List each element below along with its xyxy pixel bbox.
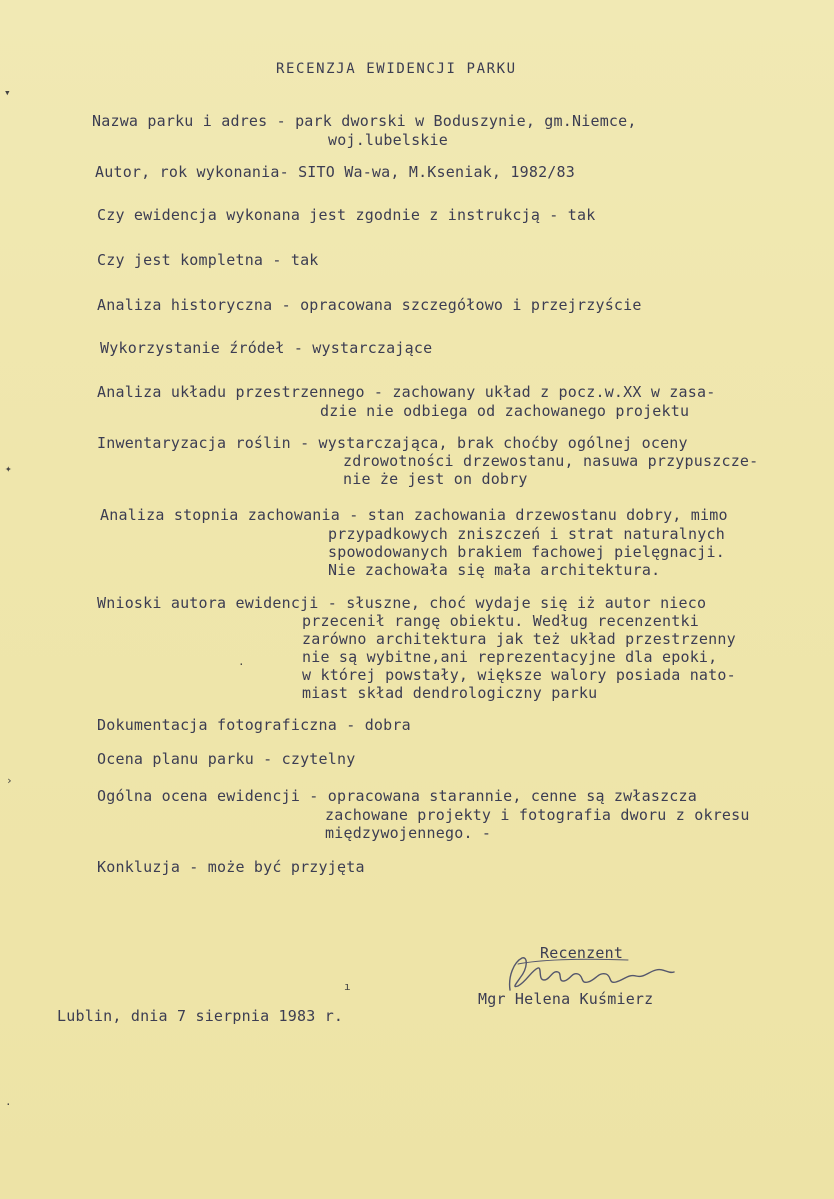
text-line: Wykorzystanie źródeł - wystarczające [100, 339, 433, 357]
text-line: zarówno architektura jak też układ przestrzenny [302, 630, 736, 648]
text-line: Dokumentacja fotograficzna - dobra [97, 716, 411, 734]
text-line: Nie zachowała się mała architektura. [328, 561, 661, 579]
text-line: Ocena planu parku - czytelny [97, 750, 356, 768]
text-line: Czy jest kompletna - tak [97, 251, 319, 269]
stray-mark: · [238, 658, 245, 671]
text-line: dzie nie odbiega od zachowanego projektu [320, 402, 690, 420]
text-line: miast skład dendrologiczny parku [302, 684, 598, 702]
stray-mark: ı [344, 980, 351, 993]
text-line: w której powstały, większe walory posiada nato- [302, 666, 736, 684]
text-line: przypadkowych zniszczeń i strat naturalnych [328, 525, 725, 543]
text-line: nie że jest on dobry [343, 470, 528, 488]
reviewer-label: Recenzent [540, 944, 624, 962]
text-line: Analiza układu przestrzennego - zachowany układ z pocz.w.XX w zasa- [97, 383, 716, 401]
text-line: woj.lubelskie [328, 131, 448, 149]
text-line: Konkluzja - może być przyjęta [97, 858, 365, 876]
margin-mark: ▾ [4, 86, 11, 99]
text-line: Wnioski autora ewidencji - słuszne, choć wydaje się iż autor nieco [97, 594, 707, 612]
text-line: Analiza stopnia zachowania - stan zachowania drzewostanu dobry, mimo [100, 506, 728, 524]
text-line: Autor, rok wykonania- SITO Wa-wa, M.Kseniak, 1982/83 [95, 163, 575, 181]
place-date: Lublin, dnia 7 sierpnia 1983 r. [57, 1007, 344, 1025]
text-line: nie są wybitne,ani reprezentacyjne dla epoki, [302, 648, 718, 666]
margin-mark: › [6, 774, 13, 787]
text-line: Inwentaryzacja roślin - wystarczająca, brak choćby ogólnej oceny [97, 434, 688, 452]
text-line: Ogólna ocena ewidencji - opracowana starannie, cenne są zwłaszcza [97, 787, 697, 805]
text-line: Analiza historyczna - opracowana szczegółowo i przejrzyście [97, 296, 642, 314]
document-title: RECENZJA EWIDENCJI PARKU [276, 61, 517, 77]
margin-mark: ✦ [5, 462, 12, 475]
reviewer-name: Mgr Helena Kuśmierz [478, 990, 654, 1008]
text-line: Czy ewidencja wykonana jest zgodnie z instrukcją - tak [97, 206, 596, 224]
text-line: zdrowotności drzewostanu, nasuwa przypuszcze- [343, 452, 759, 470]
text-line: spowodowanych brakiem fachowej pielęgnacji. [328, 543, 725, 561]
margin-mark: · [5, 1098, 12, 1111]
text-line: zachowane projekty i fotografia dworu z okresu [325, 806, 750, 824]
text-line: Nazwa parku i adres - park dworski w Boduszynie, gm.Niemce, [92, 112, 637, 130]
text-line: przecenił rangę obiektu. Według recenzentki [302, 612, 699, 630]
text-line: międzywojennego. - [325, 824, 492, 842]
